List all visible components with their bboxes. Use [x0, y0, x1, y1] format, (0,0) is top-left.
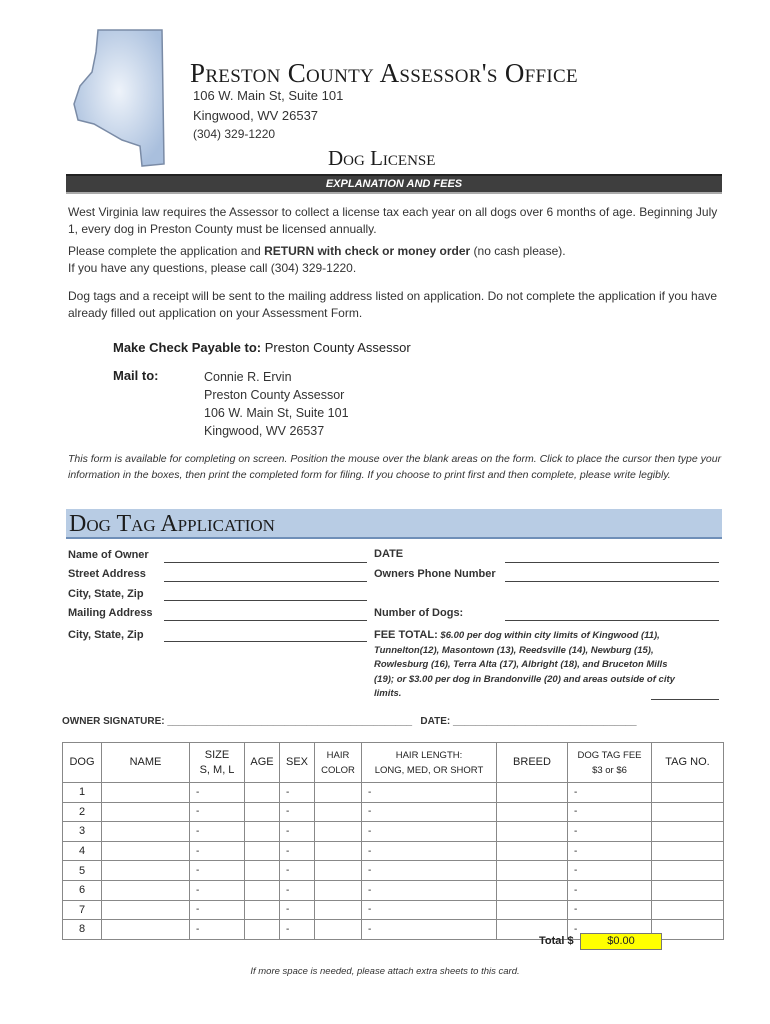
tag-cell[interactable]	[652, 783, 724, 803]
row-number: 6	[63, 880, 102, 900]
p2-text-before: Please complete the application and	[68, 244, 265, 258]
row-number: 2	[63, 802, 102, 822]
col-size-l2: S, M, L	[199, 763, 235, 776]
breed-cell[interactable]	[497, 841, 568, 861]
col-sex: SEX	[280, 743, 315, 783]
col-name: NAME	[102, 743, 190, 783]
row-number: 4	[63, 841, 102, 861]
sex-cell[interactable]: -	[280, 783, 315, 803]
row-number: 1	[63, 783, 102, 803]
mail-name: Connie R. Ervin	[204, 370, 292, 384]
hair-length-cell[interactable]: -	[362, 920, 497, 940]
row-number: 7	[63, 900, 102, 920]
size-cell[interactable]: -	[190, 783, 245, 803]
hair-color-cell[interactable]	[315, 900, 362, 920]
col-hair-color-l1: HAIR	[326, 749, 350, 761]
fee-total-label: FEE TOTAL:	[374, 629, 438, 641]
explanation-paragraph-2	[68, 243, 728, 277]
size-cell[interactable]: -	[190, 802, 245, 822]
row-number: 5	[63, 861, 102, 881]
hair-length-cell[interactable]: -	[362, 861, 497, 881]
name-cell[interactable]	[102, 920, 190, 940]
application-title: Dog Tag Application	[69, 511, 275, 537]
owner-signature-line[interactable]	[62, 716, 637, 727]
hair-length-cell[interactable]: -	[362, 900, 497, 920]
owners-phone-label: Owners Phone Number	[374, 568, 496, 580]
age-cell[interactable]	[245, 880, 280, 900]
hair-color-cell[interactable]	[315, 920, 362, 940]
table-row	[63, 802, 724, 822]
table-row	[63, 783, 724, 803]
tag-cell[interactable]	[652, 841, 724, 861]
office-address-line1: 106 W. Main St, Suite 101	[193, 88, 344, 103]
explanation-bar	[66, 174, 722, 194]
hair-color-cell[interactable]	[315, 880, 362, 900]
check-payable-value: Preston County Assessor	[261, 340, 411, 355]
dog-table	[62, 742, 724, 940]
name-cell[interactable]	[102, 861, 190, 881]
office-address-line2: Kingwood, WV 26537	[193, 108, 319, 123]
table-row	[63, 880, 724, 900]
city-state-zip-field[interactable]	[164, 600, 367, 601]
hair-color-cell[interactable]	[315, 783, 362, 803]
hair-length-cell[interactable]: -	[362, 783, 497, 803]
check-payable	[113, 340, 411, 355]
tag-cell[interactable]	[652, 802, 724, 822]
row-number: 8	[63, 920, 102, 940]
tag-cell[interactable]	[652, 880, 724, 900]
col-size-l1: SIZE	[204, 748, 230, 761]
fee-cell[interactable]: -	[568, 900, 652, 920]
breed-cell[interactable]	[497, 880, 568, 900]
col-hair-color-l2: COLOR	[321, 764, 355, 776]
owner-signature-label: OWNER SIGNATURE: ____________________________________________	[62, 716, 413, 727]
name-cell[interactable]	[102, 802, 190, 822]
age-cell[interactable]	[245, 900, 280, 920]
tag-cell[interactable]	[652, 822, 724, 842]
check-payable-label: Make Check Payable to:	[113, 340, 262, 355]
mail-to-address	[204, 368, 349, 440]
col-hair-length-l2: LONG, MED, OR SHORT	[374, 764, 484, 776]
size-cell[interactable]: -	[190, 900, 245, 920]
col-hair-length	[362, 743, 497, 783]
dog-table-header-row	[63, 743, 724, 783]
fee-cell[interactable]: -	[568, 880, 652, 900]
form-instructions: This form is available for completing on screen. Position the mouse over the blank areas on the form. Click to place the cursor then type your information in the boxes, then print the completed form for filing. If you choose to print first and then complete, please write legibly.	[68, 453, 722, 481]
hair-length-cell[interactable]: -	[362, 822, 497, 842]
col-breed: BREED	[497, 743, 568, 783]
col-fee	[568, 743, 652, 783]
sex-cell[interactable]: -	[280, 920, 315, 940]
hair-color-cell[interactable]	[315, 841, 362, 861]
table-row	[63, 900, 724, 920]
office-phone: (304) 329-1220	[193, 127, 276, 141]
table-row	[63, 861, 724, 881]
hair-length-cell[interactable]: -	[362, 802, 497, 822]
tag-cell[interactable]	[652, 900, 724, 920]
date-label: DATE	[374, 548, 404, 560]
age-cell[interactable]	[245, 783, 280, 803]
mail-street: 106 W. Main St, Suite 101	[204, 406, 349, 420]
name-cell[interactable]	[102, 783, 190, 803]
mailing-city-state-zip-field[interactable]	[164, 641, 367, 642]
age-cell[interactable]	[245, 920, 280, 940]
row-number: 3	[63, 822, 102, 842]
sex-cell[interactable]: -	[280, 880, 315, 900]
table-row	[63, 822, 724, 842]
breed-cell[interactable]	[497, 861, 568, 881]
age-cell[interactable]	[245, 861, 280, 881]
fee-total-text	[374, 628, 684, 702]
col-hair-color	[315, 743, 362, 783]
col-age: AGE	[245, 743, 280, 783]
sex-cell[interactable]: -	[280, 802, 315, 822]
mail-to-label: Mail to:	[113, 368, 159, 383]
p2-text-bold: RETURN with check or money order	[264, 244, 471, 258]
col-hair-length-l1: HAIR LENGTH:	[395, 749, 463, 761]
size-cell[interactable]: -	[190, 841, 245, 861]
footer-note: If more space is needed, please attach extra sheets to this card.	[250, 966, 520, 977]
name-of-owner-label: Name of Owner	[68, 549, 149, 561]
hair-length-cell[interactable]: -	[362, 880, 497, 900]
size-cell[interactable]: -	[190, 880, 245, 900]
fee-total-description: $6.00 per dog within city limits of Kingwood (11), Tunnelton(12), Masontown (13), Reedsville (14), Newburg (15), Rowlesburg (16), Terra Alta (17), Albright (18), and Bruceton Mills (19); or $3.00 per dog in Brandonville (20) and areas outside of city limits.	[374, 630, 675, 699]
city-state-zip-label: City, State, Zip	[68, 588, 144, 600]
age-cell[interactable]	[245, 802, 280, 822]
explanation-paragraph-3: Dog tags and a receipt will be sent to the mailing address listed on application. Do not complete the application if you have already filled out application on your Assessment Form.	[68, 289, 718, 320]
tag-cell[interactable]	[652, 861, 724, 881]
explanation-bar-label: EXPLANATION AND FEES	[325, 178, 463, 190]
fee-cell[interactable]: -	[568, 783, 652, 803]
mail-city: Kingwood, WV 26537	[204, 424, 325, 438]
signature-date-label: DATE: _________________________________	[420, 716, 637, 727]
fee-cell[interactable]: -	[568, 802, 652, 822]
sex-cell[interactable]: -	[280, 822, 315, 842]
sex-cell[interactable]: -	[280, 841, 315, 861]
sex-cell[interactable]: -	[280, 861, 315, 881]
fee-cell[interactable]: -	[568, 822, 652, 842]
mailing-address-field[interactable]	[164, 620, 367, 621]
col-tag: TAG NO.	[652, 743, 724, 783]
col-fee-l2: $3 or $6	[592, 764, 627, 776]
col-dog: DOG	[63, 743, 102, 783]
county-map-icon	[70, 28, 170, 168]
age-cell[interactable]	[245, 822, 280, 842]
mailing-address-label: Mailing Address	[68, 607, 153, 619]
owners-phone-field[interactable]	[505, 581, 719, 582]
name-of-owner-field[interactable]	[164, 562, 367, 563]
total-value: $0.00	[580, 933, 662, 950]
street-address-label: Street Address	[68, 568, 146, 580]
fee-total-field[interactable]	[651, 699, 719, 700]
total-label: Total $	[539, 935, 574, 947]
form-title: Dog License	[328, 146, 436, 170]
sex-cell[interactable]: -	[280, 900, 315, 920]
fee-cell[interactable]: -	[568, 920, 652, 940]
office-title: Preston County Assessor's Office	[190, 58, 578, 88]
hair-color-cell[interactable]	[315, 802, 362, 822]
breed-cell[interactable]	[497, 802, 568, 822]
size-cell[interactable]: -	[190, 822, 245, 842]
hair-color-cell[interactable]	[315, 822, 362, 842]
col-size	[190, 743, 245, 783]
name-cell[interactable]	[102, 900, 190, 920]
application-header	[66, 509, 722, 539]
breed-cell[interactable]	[497, 822, 568, 842]
size-cell[interactable]: -	[190, 920, 245, 940]
explanation-paragraph-1: West Virginia law requires the Assessor to collect a license tax each year on all dogs over 6 months of age. Beginning July 1, every dog in Preston County must be licensed annually.	[68, 205, 718, 236]
col-fee-l1: DOG TAG FEE	[577, 749, 642, 761]
date-field[interactable]	[505, 562, 719, 563]
tag-cell[interactable]	[652, 920, 724, 940]
name-cell[interactable]	[102, 841, 190, 861]
p2-text-after: (no cash please).	[470, 244, 566, 258]
breed-cell[interactable]	[497, 783, 568, 803]
fee-cell[interactable]: -	[568, 841, 652, 861]
age-cell[interactable]	[245, 841, 280, 861]
breed-cell[interactable]	[497, 900, 568, 920]
fee-cell[interactable]: -	[568, 861, 652, 881]
p2-text-line2: If you have any questions, please call (304) 329-1220.	[68, 261, 357, 275]
street-address-field[interactable]	[164, 581, 367, 582]
mail-org: Preston County Assessor	[204, 388, 345, 402]
table-row	[63, 841, 724, 861]
size-cell[interactable]: -	[190, 861, 245, 881]
mailing-city-state-zip-label: City, State, Zip	[68, 629, 144, 641]
number-of-dogs-label: Number of Dogs:	[374, 607, 464, 619]
name-cell[interactable]	[102, 822, 190, 842]
number-of-dogs-field[interactable]	[505, 620, 719, 621]
hair-color-cell[interactable]	[315, 861, 362, 881]
name-cell[interactable]	[102, 880, 190, 900]
hair-length-cell[interactable]: -	[362, 841, 497, 861]
